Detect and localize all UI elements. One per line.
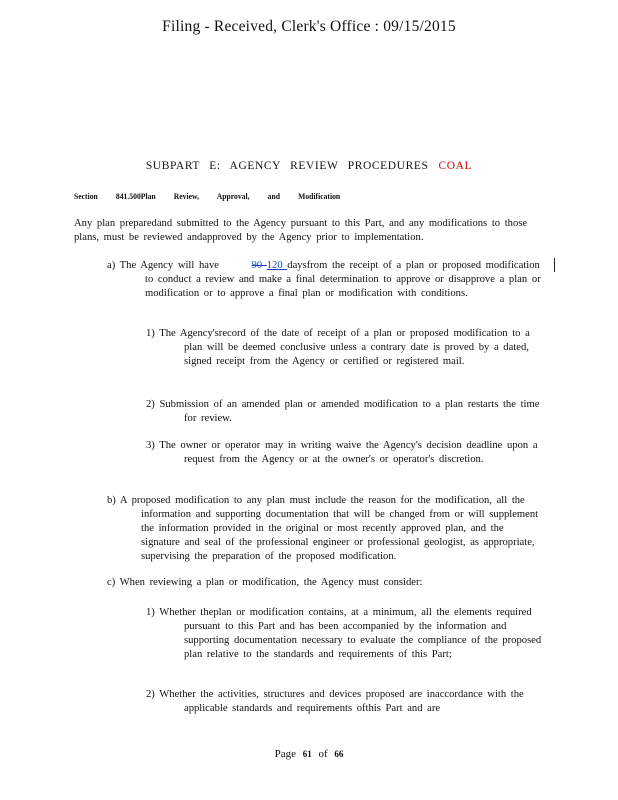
paragraph-a-lead: a) The Agency will have <box>107 260 219 271</box>
paragraph-a <box>107 259 547 301</box>
page-footer <box>0 748 618 760</box>
page-total: 66 <box>334 749 344 759</box>
coal-tag: COAL <box>438 160 473 172</box>
page-label: Page <box>274 748 296 760</box>
paragraph-b: b) A proposed modification to any plan must include the reason for the modification, all the information and supporting documentation that will be changed from or will supplement the information provided in the original or most recently approved plan, and the signature and seal of the professional engineer or professional geologist, as appropriate, supervising the preparation of the proposed modification. <box>107 495 539 562</box>
paragraph-c-1: 1) Whether theplan or modification contains, at a minimum, all the elements required pursuant to this Part and has been accompanied by the information and supporting documentation necessary to evaluate the compliance of the proposed plan relative to the standards and requirements of this Part; <box>146 607 542 660</box>
paragraph-a-3: 3) The owner or operator may in writing waive the Agency's decision deadline upon a request from the Agency or at the owner's or operator's discretion. <box>146 440 538 465</box>
of-label: of <box>318 748 328 760</box>
inserted-days: 120 <box>266 260 288 271</box>
paragraph-a-1: 1) The Agency'srecord of the date of receipt of a plan or proposed modification to a plan will be deemed conclusive unless a contrary date is proved by a dated, signed receipt from the Agency or certified or registered mail. <box>146 328 530 367</box>
page-number: 61 <box>302 749 312 759</box>
paragraph-c: c) When reviewing a plan or modification, the Agency must consider: <box>107 577 423 588</box>
paragraph-a-2: 2) Submission of an amended plan or amended modification to a plan restarts the time for review. <box>146 399 540 424</box>
intro-paragraph: Any plan preparedand submitted to the Agency pursuant to this Part, and any modifications to those plans, must be reviewed andapproved by the Agency prior to implementation. <box>74 218 528 243</box>
filing-header: Filing - Received, Clerk's Office : 09/15/2015 <box>162 18 456 35</box>
paragraph-c-2: 2) Whether the activities, structures and devices proposed are inaccordance with the applicable standards and requirements ofthis Part and are <box>146 689 524 714</box>
deleted-days: 90 <box>251 260 267 271</box>
section-title: Section 841.500Plan Review, Approval, and Modification <box>74 191 341 201</box>
revision-bar <box>554 258 555 272</box>
subpart-title: SUBPART E: AGENCY REVIEW PROCEDURES <box>145 160 429 172</box>
paragraph-a-rest: daysfrom the receipt of a plan or proposed modification to conduct a review and make a final determination to approve or disapprove a plan or modification or to approve a final plan or modification with conditions. <box>145 260 541 299</box>
subpart-heading <box>0 160 618 172</box>
